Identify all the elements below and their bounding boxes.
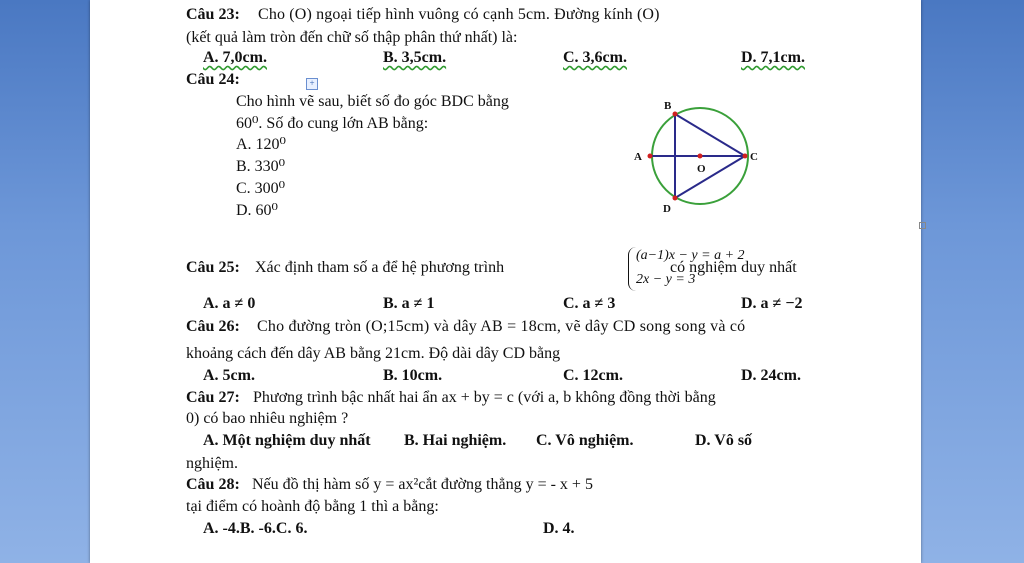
q25-equation-1: (a−1)x − y = a + 2 <box>636 248 745 263</box>
q25-equation-2: 2x − y = 3 <box>636 272 696 287</box>
q27-text-line1: Phương trình bậc nhất hai ẩn ax + by = c (với a, b không đồng thời bằng <box>253 389 716 406</box>
q25-option-c: C. a ≠ 3 <box>563 295 616 312</box>
q26-option-c: C. 12cm. <box>563 367 623 384</box>
q24-option-b: B. 330⁰ <box>236 158 286 175</box>
q27-option-d-continued: nghiệm. <box>186 455 238 472</box>
q26-text-line1: Cho đường tròn (O;15cm) và dây AB = 18cm, vẽ dây CD song song và có <box>257 318 746 335</box>
point-c <box>743 154 748 159</box>
label-d: D <box>663 203 671 215</box>
q26-option-b: B. 10cm. <box>383 367 443 384</box>
q25-tail: có nghiệm duy nhất <box>670 259 797 276</box>
segment-bc <box>675 114 745 156</box>
q28-options-abc: A. -4.B. -6.C. 6. <box>203 520 308 537</box>
q24-text-line2: 60⁰. Số đo cung lớn AB bằng: <box>236 115 429 132</box>
segment-dc <box>675 156 745 198</box>
q28-title: Câu 28: <box>186 476 240 493</box>
point-b <box>673 112 678 117</box>
q24-title: Câu 24: <box>186 71 240 88</box>
q23-option-d: D. 7,1cm. <box>741 49 805 66</box>
anchor-icon[interactable]: + <box>306 78 318 90</box>
q28-text-line1: Nếu đồ thị hàm số y = ax²cắt đường thẳng y = - x + 5 <box>252 476 593 493</box>
q23-text-line2: (kết quả làm tròn đến chữ số thập phân thứ nhất) là: <box>186 29 518 46</box>
q27-option-b: B. Hai nghiệm. <box>404 432 507 449</box>
q27-text-line2: 0) có bao nhiêu nghiệm ? <box>186 410 349 427</box>
q24-option-c: C. 300⁰ <box>236 180 286 197</box>
q23-option-b: B. 3,5cm. <box>383 49 447 66</box>
q27-option-d: D. Vô số <box>695 432 753 449</box>
point-d <box>673 196 678 201</box>
q23-option-a: A. 7,0cm. <box>203 49 267 66</box>
q23-title: Câu 23: <box>186 6 240 23</box>
q24-option-d: D. 60⁰ <box>236 202 278 219</box>
q25-option-a: A. a ≠ 0 <box>203 295 256 312</box>
q23-option-c: C. 3,6cm. <box>563 49 627 66</box>
q25-text: Xác định tham số a để hệ phương trình <box>255 259 505 276</box>
label-a: A <box>634 151 642 163</box>
q24-text-line1: Cho hình vẽ sau, biết số đo góc BDC bằng <box>236 93 509 110</box>
q25-title: Câu 25: <box>186 259 240 276</box>
q26-text-line2: khoảng cách đến dây AB bằng 21cm. Độ dài dây CD bằng <box>186 345 561 362</box>
q27-option-a: A. Một nghiệm duy nhất <box>203 432 371 449</box>
q27-option-c: C. Vô nghiệm. <box>536 432 634 449</box>
q28-text-line2: tại điểm có hoành độ bằng 1 thì a bằng: <box>186 498 439 515</box>
label-o: O <box>697 163 706 175</box>
point-o <box>698 154 703 159</box>
q23-text-line1: Cho (O) ngoại tiếp hình vuông có cạnh 5cm. Đường kính (O) <box>258 6 660 23</box>
layout-marker <box>919 222 926 229</box>
q28-option-d: D. 4. <box>543 520 575 537</box>
q26-option-d: D. 24cm. <box>741 367 801 384</box>
circle-figure <box>630 94 760 219</box>
q25-option-d: D. a ≠ −2 <box>741 295 803 312</box>
document-page <box>90 0 921 563</box>
point-a <box>648 154 653 159</box>
q27-title: Câu 27: <box>186 389 240 406</box>
q25-option-b: B. a ≠ 1 <box>383 295 435 312</box>
label-c: C <box>750 151 758 163</box>
q26-option-a: A. 5cm. <box>203 367 255 384</box>
label-b: B <box>664 100 672 112</box>
q26-title: Câu 26: <box>186 318 240 335</box>
q24-option-a: A. 120⁰ <box>236 136 286 153</box>
